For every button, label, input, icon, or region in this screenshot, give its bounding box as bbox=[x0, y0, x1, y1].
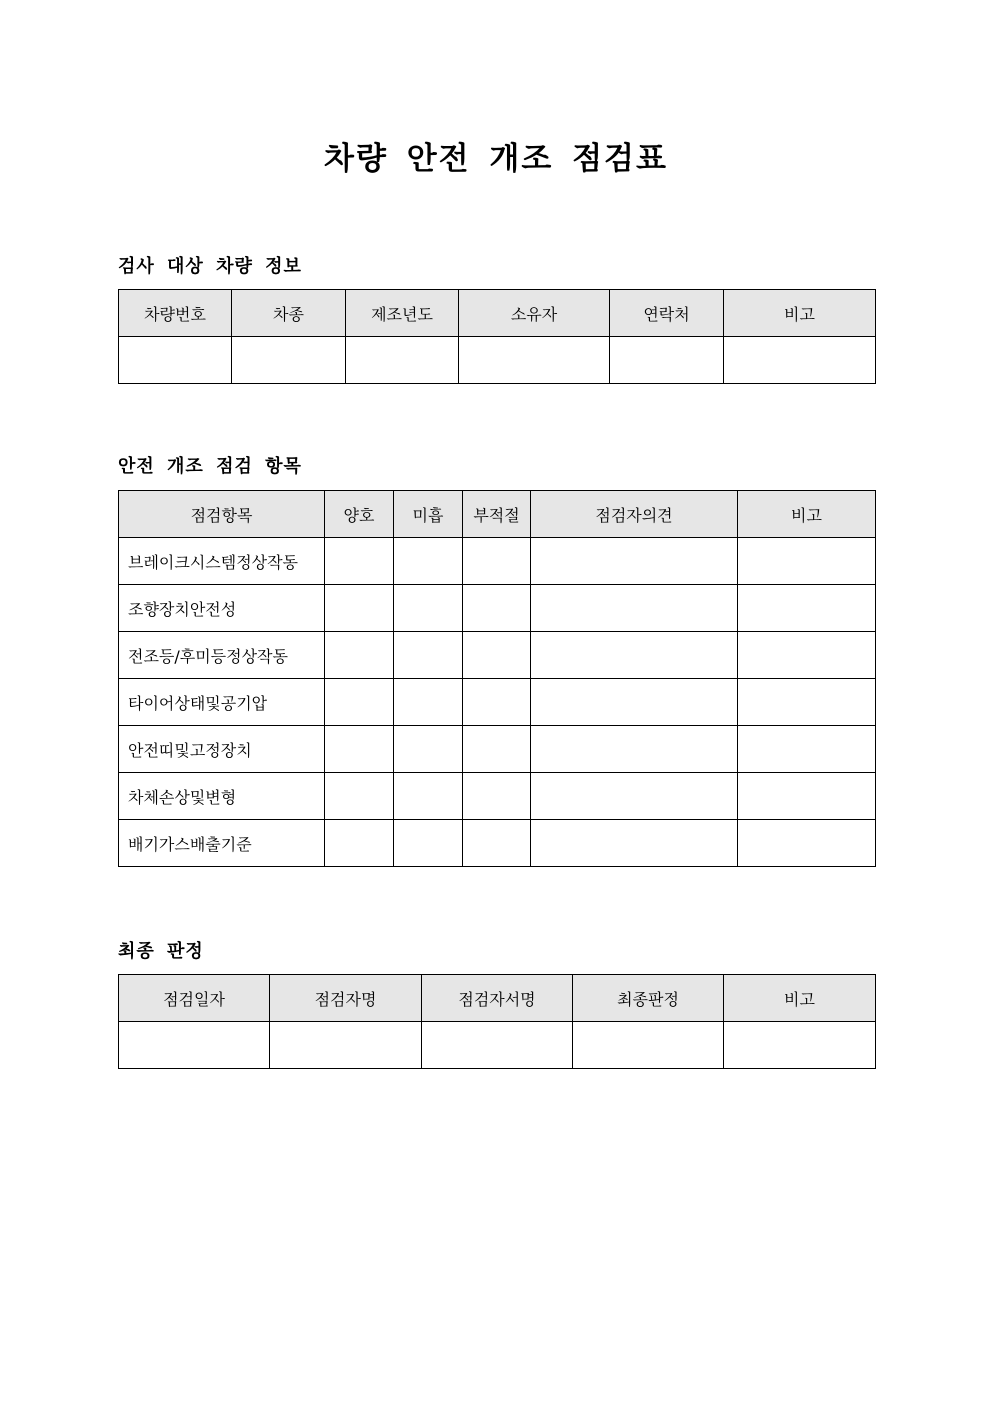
check-good-cell[interactable] bbox=[325, 585, 394, 632]
check-good-cell[interactable] bbox=[325, 632, 394, 679]
table-row bbox=[119, 726, 876, 773]
inspection-item-label: 차체손상및변형 bbox=[119, 773, 325, 820]
header-cell: 최종판정 bbox=[573, 975, 724, 1022]
remarks-cell[interactable] bbox=[738, 773, 876, 820]
check-insufficient-cell[interactable] bbox=[394, 773, 463, 820]
page-title: 차량 안전 개조 점검표 bbox=[324, 141, 668, 177]
input-cell[interactable] bbox=[422, 1022, 573, 1069]
table-row bbox=[119, 1022, 876, 1069]
input-cell[interactable] bbox=[573, 1022, 724, 1069]
check-insufficient-cell[interactable] bbox=[394, 632, 463, 679]
input-cell[interactable] bbox=[459, 337, 610, 384]
header-cell: 연락처 bbox=[610, 290, 724, 337]
check-good-cell[interactable] bbox=[325, 679, 394, 726]
check-insufficient-cell[interactable] bbox=[394, 585, 463, 632]
check-insufficient-cell[interactable] bbox=[394, 679, 463, 726]
remarks-cell[interactable] bbox=[738, 820, 876, 867]
input-cell[interactable] bbox=[232, 337, 346, 384]
header-cell: 미흡 bbox=[394, 491, 463, 538]
remarks-cell[interactable] bbox=[738, 538, 876, 585]
header-cell: 부적절 bbox=[463, 491, 531, 538]
table-row bbox=[119, 632, 876, 679]
check-inadequate-cell[interactable] bbox=[463, 773, 531, 820]
inspection-item-label: 전조등/후미등정상작동 bbox=[119, 632, 325, 679]
table-header-row bbox=[119, 290, 876, 337]
input-cell[interactable] bbox=[610, 337, 724, 384]
header-cell: 비고 bbox=[738, 491, 876, 538]
header-cell: 소유자 bbox=[459, 290, 610, 337]
table-header-row bbox=[119, 491, 876, 538]
header-cell: 비고 bbox=[724, 290, 876, 337]
inspector-opinion-cell[interactable] bbox=[531, 726, 738, 773]
check-inadequate-cell[interactable] bbox=[463, 632, 531, 679]
inspector-opinion-cell[interactable] bbox=[531, 820, 738, 867]
header-cell: 점검항목 bbox=[119, 491, 325, 538]
header-cell: 비고 bbox=[724, 975, 876, 1022]
remarks-cell[interactable] bbox=[738, 726, 876, 773]
header-cell: 양호 bbox=[325, 491, 394, 538]
input-cell[interactable] bbox=[119, 337, 232, 384]
table-row bbox=[119, 337, 876, 384]
inspector-opinion-cell[interactable] bbox=[531, 538, 738, 585]
remarks-cell[interactable] bbox=[738, 679, 876, 726]
header-cell: 점검자명 bbox=[270, 975, 422, 1022]
check-good-cell[interactable] bbox=[325, 773, 394, 820]
check-insufficient-cell[interactable] bbox=[394, 538, 463, 585]
input-cell[interactable] bbox=[270, 1022, 422, 1069]
table-row bbox=[119, 820, 876, 867]
table-row bbox=[119, 585, 876, 632]
input-cell[interactable] bbox=[724, 337, 876, 384]
check-inadequate-cell[interactable] bbox=[463, 538, 531, 585]
check-inadequate-cell[interactable] bbox=[463, 679, 531, 726]
check-insufficient-cell[interactable] bbox=[394, 726, 463, 773]
vehicle-info-table bbox=[118, 289, 876, 384]
table-row bbox=[119, 773, 876, 820]
inspection-item-label: 타이어상태및공기압 bbox=[119, 679, 325, 726]
header-cell: 제조년도 bbox=[346, 290, 459, 337]
table-row bbox=[119, 538, 876, 585]
remarks-cell[interactable] bbox=[738, 585, 876, 632]
table-row bbox=[119, 679, 876, 726]
check-good-cell[interactable] bbox=[325, 820, 394, 867]
header-cell: 차량번호 bbox=[119, 290, 232, 337]
check-good-cell[interactable] bbox=[325, 538, 394, 585]
final-judgment-table bbox=[118, 974, 876, 1069]
inspector-opinion-cell[interactable] bbox=[531, 773, 738, 820]
inspection-items-table bbox=[118, 490, 876, 867]
check-inadequate-cell[interactable] bbox=[463, 585, 531, 632]
header-cell: 차종 bbox=[232, 290, 346, 337]
check-good-cell[interactable] bbox=[325, 726, 394, 773]
header-cell: 점검자의견 bbox=[531, 491, 738, 538]
inspection-item-label: 배기가스배출기준 bbox=[119, 820, 325, 867]
check-insufficient-cell[interactable] bbox=[394, 820, 463, 867]
section-heading-inspection-items: 안전 개조 점검 항목 bbox=[118, 456, 302, 477]
input-cell[interactable] bbox=[346, 337, 459, 384]
header-cell: 점검일자 bbox=[119, 975, 270, 1022]
table-header-row bbox=[119, 975, 876, 1022]
inspector-opinion-cell[interactable] bbox=[531, 679, 738, 726]
section-heading-final-judgment: 최종 판정 bbox=[118, 941, 204, 962]
remarks-cell[interactable] bbox=[738, 632, 876, 679]
inspection-item-label: 안전띠및고정장치 bbox=[119, 726, 325, 773]
check-inadequate-cell[interactable] bbox=[463, 820, 531, 867]
inspection-item-label: 조향장치안전성 bbox=[119, 585, 325, 632]
check-inadequate-cell[interactable] bbox=[463, 726, 531, 773]
inspection-item-label: 브레이크시스템정상작동 bbox=[119, 538, 325, 585]
inspector-opinion-cell[interactable] bbox=[531, 585, 738, 632]
header-cell: 점검자서명 bbox=[422, 975, 573, 1022]
input-cell[interactable] bbox=[724, 1022, 876, 1069]
section-heading-vehicle-info: 검사 대상 차량 정보 bbox=[118, 256, 302, 277]
inspector-opinion-cell[interactable] bbox=[531, 632, 738, 679]
input-cell[interactable] bbox=[119, 1022, 270, 1069]
